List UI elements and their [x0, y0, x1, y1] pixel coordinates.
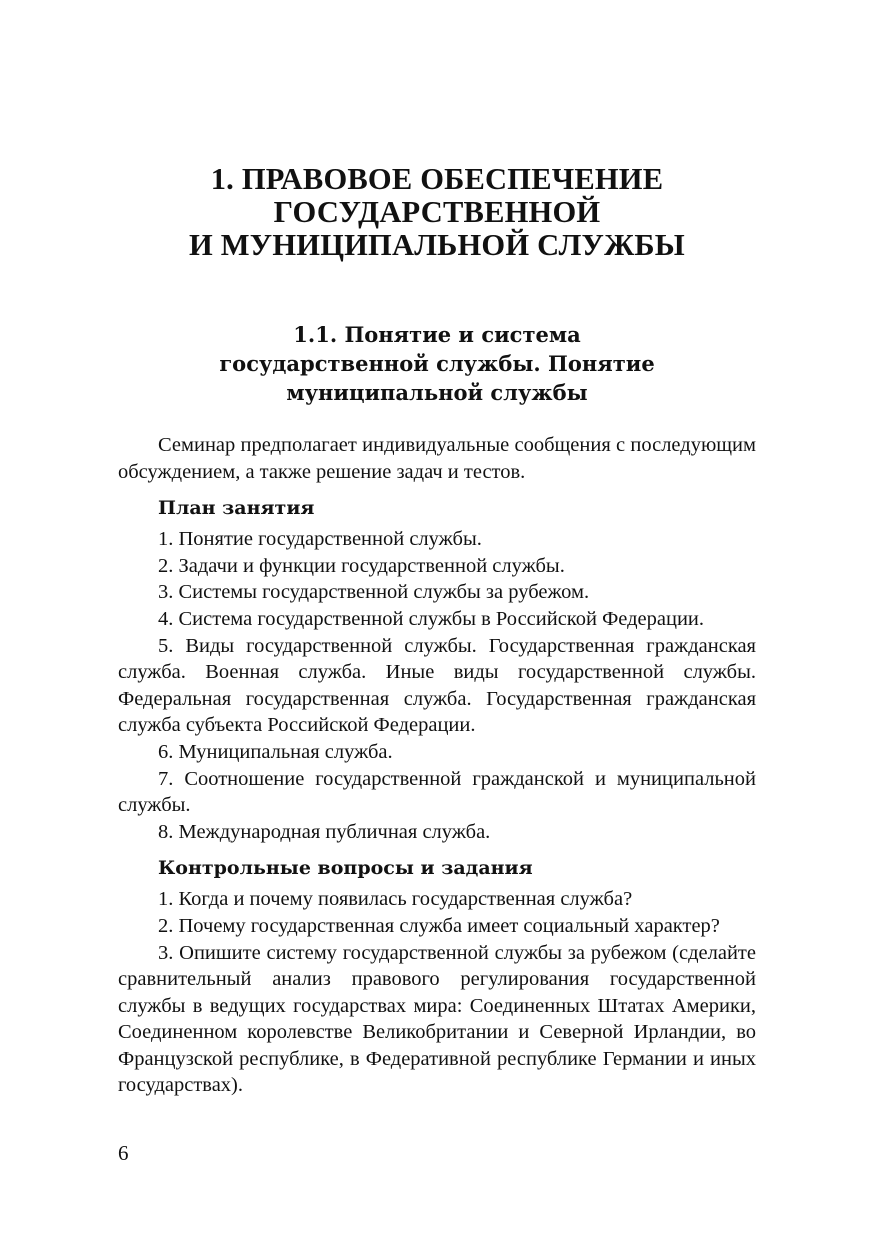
- page-body: [118, 432, 756, 1099]
- question-item: 1. Когда и почему появилась государственная служба?: [158, 888, 633, 911]
- chapter-title-line: ГОСУДАРСТВЕННОЙ: [273, 195, 601, 229]
- chapter-title-line: И МУНИЦИПАЛЬНОЙ СЛУЖБЫ: [189, 228, 685, 262]
- page-number: 6: [118, 1141, 129, 1165]
- section-title-line: 1.1. Понятие и система: [293, 322, 581, 347]
- intro-paragraph: Семинар предполагает индивидуальные сообщения с последующим обсуждением, а также решение задач и тестов.: [118, 434, 756, 483]
- section-title-line: государственной службы. Понятие: [219, 351, 655, 376]
- chapter-title: [118, 163, 756, 262]
- section-title: [118, 320, 756, 407]
- book-page: [118, 0, 756, 1241]
- plan-item: 7. Соотношение государственной гражданской и муниципальной службы.: [118, 767, 756, 817]
- section-title-line: муниципальной службы: [286, 380, 588, 405]
- question-item: 3. Опишите систему государственной службы за рубежом (сделайте сравнительный анализ правового регулирования государственной службы в ведущих государствах мира: Соединенных Штатах Америки, Соединенном королевстве Великобритании и Северной Ирландии, во Французской республике, в Федеративной республике Германии и иных государствах).: [118, 941, 756, 1097]
- questions-heading: Контрольные вопросы и задания: [158, 857, 533, 880]
- plan-item: 4. Система государственной службы в Российской Федерации.: [158, 607, 705, 630]
- chapter-title-line: 1. ПРАВОВОЕ ОБЕСПЕЧЕНИЕ: [210, 162, 664, 196]
- plan-item: 3. Системы государственной службы за рубежом.: [158, 581, 590, 604]
- plan-heading: План занятия: [158, 497, 315, 520]
- plan-item: 2. Задачи и функции государственной службы.: [158, 554, 565, 577]
- plan-item: 8. Международная публичная служба.: [158, 820, 491, 843]
- plan-item: 1. Понятие государственной службы.: [158, 528, 482, 551]
- plan-item: 6. Муниципальная служба.: [158, 740, 393, 763]
- plan-item: 5. Виды государственной службы. Государственная гражданская служба. Военная служба. Иные виды государственной службы. Федеральная государственная служба. Государственная гражданская служба субъекта Российской Федерации.: [118, 634, 756, 737]
- question-item: 2. Почему государственная служба имеет социальный характер?: [158, 914, 720, 937]
